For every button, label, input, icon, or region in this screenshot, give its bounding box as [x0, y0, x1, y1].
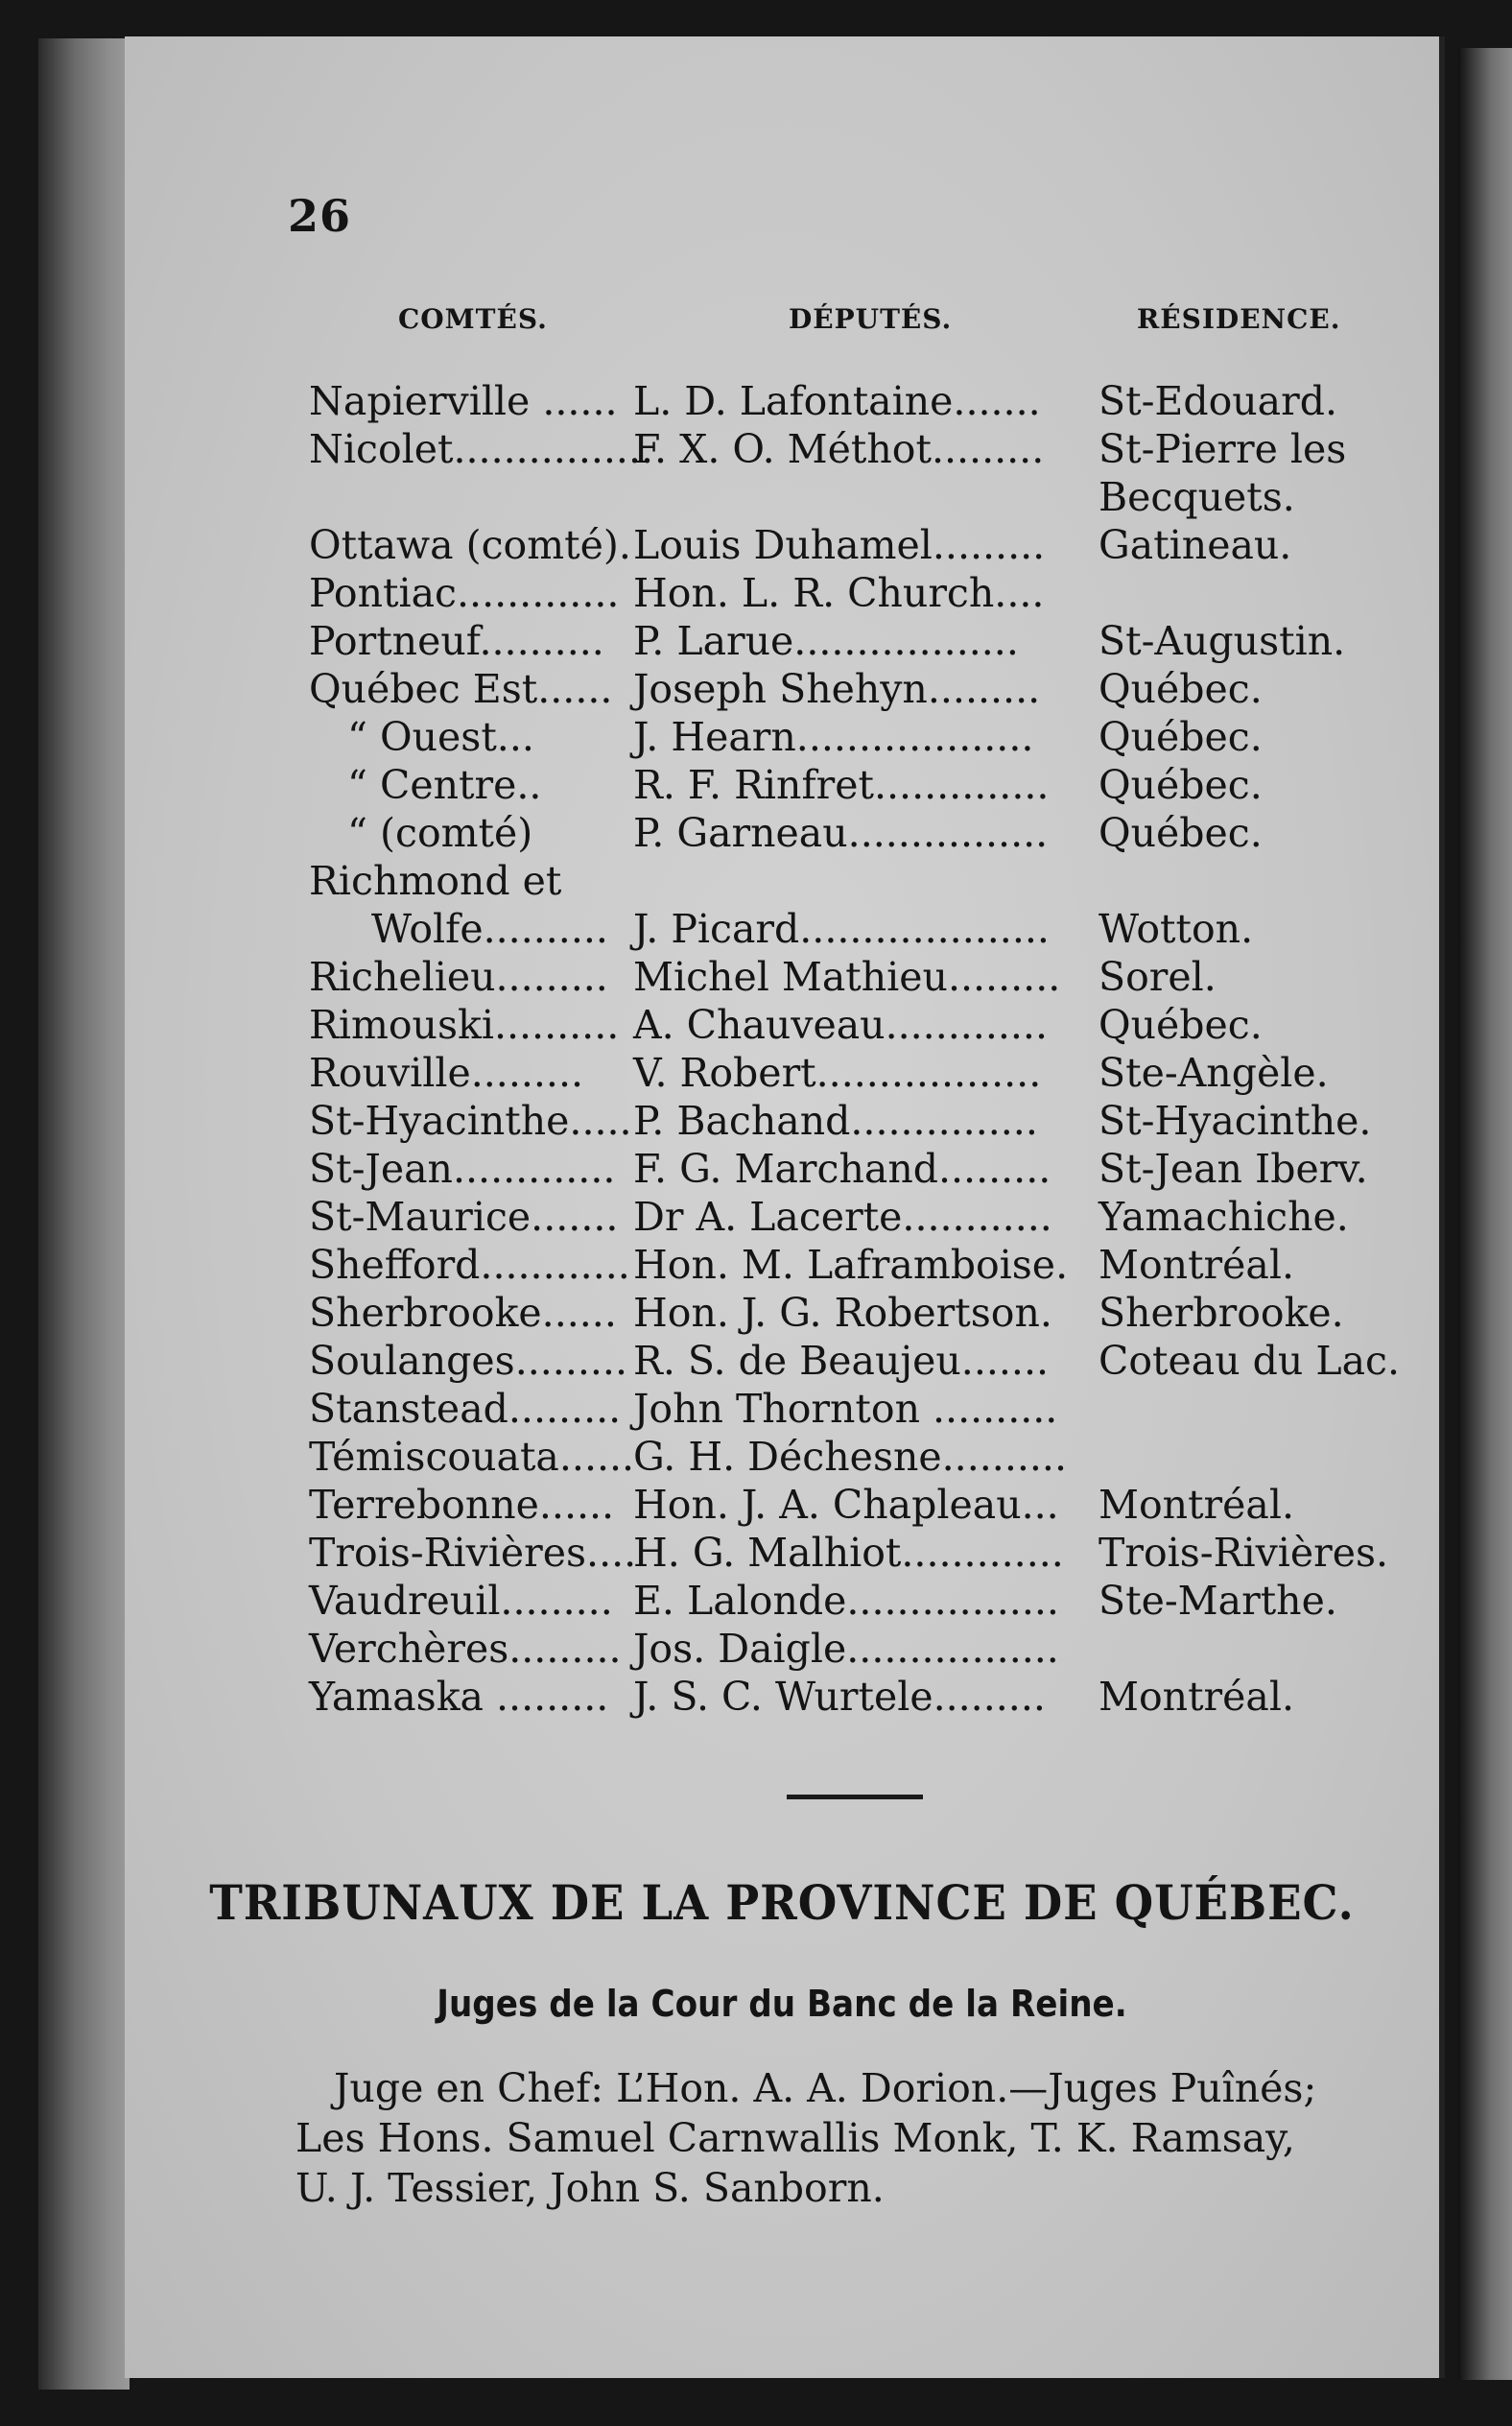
county-cell: Rimouski.......... — [309, 1002, 620, 1048]
table-row — [125, 1481, 1439, 1529]
deputy-cell: G. H. Déchesne.......... — [633, 1434, 1067, 1480]
table-row — [125, 1289, 1439, 1337]
residence-cell: Montréal. — [1099, 1674, 1294, 1720]
residence-cell: Sorel. — [1099, 954, 1217, 1000]
county-cell: “ Ouest... — [347, 714, 534, 760]
residence-cell: Becquets. — [1099, 474, 1295, 520]
deputy-cell: A. Chauveau............. — [633, 1002, 1049, 1048]
paragraph-line: Juge en Chef: L’Hon. A. A. Dorion.—Juges Puînés; — [334, 2065, 1317, 2111]
residence-cell: Québec. — [1099, 1002, 1263, 1048]
county-cell: Yamaska ......... — [309, 1674, 609, 1720]
deputy-cell: Hon. M. Laframboise. — [633, 1242, 1069, 1288]
table-row — [125, 1337, 1439, 1385]
county-cell: “ (comté) — [347, 810, 533, 856]
table-row — [125, 617, 1439, 665]
residence-cell: Québec. — [1099, 810, 1263, 856]
deputy-cell: Hon. J. G. Robertson. — [633, 1290, 1052, 1336]
county-cell: Wolfe.......... — [371, 906, 608, 952]
header-residence: RÉSIDENCE. — [1137, 303, 1341, 335]
residence-cell: Montréal. — [1099, 1482, 1294, 1528]
county-cell: Terrebonne...... — [309, 1482, 615, 1528]
residence-cell: St-Jean Iberv. — [1099, 1146, 1368, 1192]
residence-cell: St-Pierre les — [1099, 426, 1347, 472]
section-subtitle: Juges de la Cour du Banc de la Reine. — [437, 1983, 1127, 2025]
residence-cell: Québec. — [1099, 762, 1263, 808]
table-row — [125, 905, 1439, 953]
table-row — [125, 665, 1439, 713]
county-cell: Trois-Rivières.... — [309, 1530, 637, 1576]
table-row — [125, 1625, 1439, 1673]
table-row — [125, 809, 1439, 857]
table-row — [125, 1577, 1439, 1625]
paragraph-line: U. J. Tessier, John S. Sanborn. — [295, 2165, 885, 2211]
deputy-cell: F. G. Marchand......... — [633, 1146, 1051, 1192]
county-cell: Soulanges......... — [309, 1338, 627, 1384]
book-page — [125, 36, 1445, 2378]
county-cell: Ottawa (comté). — [309, 522, 631, 568]
deputy-cell: L. D. Lafontaine....... — [633, 378, 1041, 424]
county-cell: Richelieu......... — [309, 954, 608, 1000]
table-row — [125, 473, 1439, 521]
deputy-cell: Hon. J. A. Chapleau... — [633, 1482, 1059, 1528]
county-cell: Vaudreuil......... — [309, 1578, 613, 1624]
deputy-cell: P. Larue.................. — [633, 618, 1019, 664]
deputy-cell: J. Hearn................... — [633, 714, 1034, 760]
table-row — [125, 713, 1439, 761]
county-cell: Richmond et — [309, 858, 562, 904]
book-binding — [38, 38, 130, 2390]
residence-cell: Trois-Rivières. — [1099, 1530, 1389, 1576]
deputy-cell: E. Lalonde................. — [633, 1578, 1059, 1624]
county-cell: St-Jean............. — [309, 1146, 616, 1192]
residence-cell: Gatineau. — [1099, 522, 1292, 568]
residence-cell: St-Augustin. — [1099, 618, 1346, 664]
judges-paragraph — [295, 2063, 1423, 2213]
county-cell: St-Hyacinthe..... — [309, 1098, 632, 1144]
county-cell: Napierville ...... — [309, 378, 618, 424]
deputy-cell: Hon. L. R. Church.... — [633, 570, 1045, 616]
header-deputes: DÉPUTÉS. — [789, 303, 953, 335]
table-row — [125, 1049, 1439, 1097]
deputy-cell: J. S. C. Wurtele......... — [633, 1674, 1046, 1720]
county-cell: Québec Est...... — [309, 666, 613, 712]
residence-cell: Québec. — [1099, 666, 1263, 712]
table-row — [125, 1001, 1439, 1049]
table-row — [125, 857, 1439, 905]
deputy-cell: P. Bachand............... — [633, 1098, 1038, 1144]
residence-cell: Ste-Angèle. — [1099, 1050, 1329, 1096]
residence-cell: Montréal. — [1099, 1242, 1294, 1288]
table-row — [125, 1529, 1439, 1577]
deputy-cell: Jos. Daigle................. — [633, 1626, 1059, 1672]
deputy-cell: F. X. O. Méthot......... — [633, 426, 1045, 472]
deputy-cell: V. Robert.................. — [633, 1050, 1042, 1096]
deputy-cell: P. Garneau................ — [633, 810, 1049, 856]
county-cell: Rouville......... — [309, 1050, 584, 1096]
table-row — [125, 761, 1439, 809]
residence-cell: St-Edouard. — [1099, 378, 1338, 424]
table-row — [125, 569, 1439, 617]
table-header — [125, 303, 1439, 351]
table-row — [125, 953, 1439, 1001]
county-cell: “ Centre.. — [347, 762, 542, 808]
residence-cell: Wotton. — [1099, 906, 1254, 952]
county-cell: Stanstead......... — [309, 1386, 622, 1432]
table-row — [125, 377, 1439, 425]
county-cell: Témiscouata...... — [309, 1434, 635, 1480]
deputy-cell: R. S. de Beaujeu....... — [633, 1338, 1050, 1384]
deputy-cell: R. F. Rinfret.............. — [633, 762, 1050, 808]
deputy-cell: Louis Duhamel......... — [633, 522, 1046, 568]
section-divider — [787, 1795, 923, 1799]
table-row — [125, 1145, 1439, 1193]
deputy-cell: J. Picard.................... — [633, 906, 1050, 952]
county-cell: Pontiac............. — [309, 570, 620, 616]
residence-cell: Yamachiche. — [1099, 1194, 1349, 1240]
deputy-cell: H. G. Malhiot............. — [633, 1530, 1064, 1576]
deputy-cell: Dr A. Lacerte............ — [633, 1194, 1052, 1240]
table-row — [125, 1241, 1439, 1289]
table-row — [125, 521, 1439, 569]
residence-cell: Québec. — [1099, 714, 1263, 760]
deputy-cell: John Thornton .......... — [633, 1386, 1058, 1432]
table-row — [125, 1385, 1439, 1433]
residence-cell: Sherbrooke. — [1099, 1290, 1344, 1336]
section-title: TRIBUNAUX DE LA PROVINCE DE QUÉBEC. — [209, 1874, 1355, 1931]
table-row — [125, 1097, 1439, 1145]
table-row — [125, 1193, 1439, 1241]
county-cell: Shefford............ — [309, 1242, 630, 1288]
table-row — [125, 425, 1439, 473]
adjacent-page-edge — [1458, 48, 1512, 2380]
county-cell: Nicolet................ — [309, 426, 654, 472]
deputy-cell: Michel Mathieu......... — [633, 954, 1061, 1000]
table-row — [125, 1673, 1439, 1721]
county-cell: St-Maurice....... — [309, 1194, 619, 1240]
header-comtes: COMTÉS. — [398, 303, 548, 335]
paragraph-line: Les Hons. Samuel Carnwallis Monk, T. K. Ramsay, — [295, 2115, 1295, 2161]
county-cell: Portneuf.......... — [309, 618, 604, 664]
residence-cell: St-Hyacinthe. — [1099, 1098, 1372, 1144]
residence-cell: Ste-Marthe. — [1099, 1578, 1337, 1624]
page-number: 26 — [288, 190, 352, 242]
deputy-cell: Joseph Shehyn......... — [633, 666, 1041, 712]
table-row — [125, 1433, 1439, 1481]
deputies-table — [125, 377, 1439, 1721]
residence-cell: Coteau du Lac. — [1099, 1338, 1401, 1384]
county-cell: Sherbrooke...... — [309, 1290, 617, 1336]
county-cell: Verchères......... — [309, 1626, 622, 1672]
